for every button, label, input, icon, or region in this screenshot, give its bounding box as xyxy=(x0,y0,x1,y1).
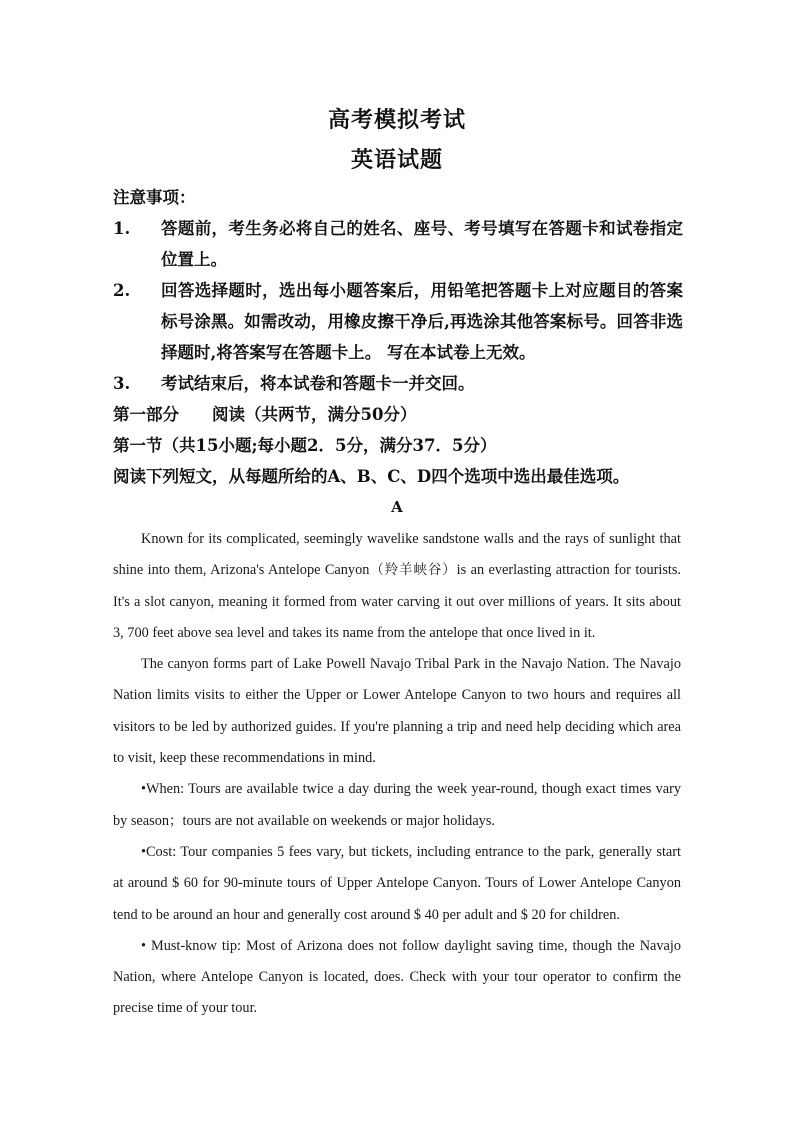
exam-title: 高考模拟考试 xyxy=(327,107,466,133)
note-item-3 xyxy=(113,368,683,399)
note-number: 3. xyxy=(113,374,131,393)
p1-text-end: is an everlasting attraction for tourists. It's a slot canyon, meaning it formed from water carving it out over millions of years. It sits about 3, 700 feet above sea level and takes its name from the antelope that once lived in it. xyxy=(113,562,681,641)
note-number: 2. xyxy=(113,281,131,300)
p1-chinese-gloss: （羚羊峡谷） xyxy=(369,562,457,579)
passage-paragraph-when xyxy=(113,774,681,837)
when-separator: ； xyxy=(169,812,183,829)
exam-subtitle: 英语试题 xyxy=(350,147,443,173)
passage-a xyxy=(113,524,681,1025)
note-text: 答题前，考生务必将自己的姓名、座号、考号填写在答题卡和试卷指定位置上。 xyxy=(161,219,683,269)
part-one-heading: 第一部分 阅读（共两节，满分50分） xyxy=(113,405,417,424)
reading-instruction: 阅读下列短文，从每题所给的A、B、C、D四个选项中选出最佳选项。 xyxy=(113,467,630,486)
when-text-start: •When: Tours are available twice a day during the week year-round, though exact times vary by season xyxy=(113,781,681,829)
section-one-heading: 第一节（共15小题;每小题2．5分，满分37．5分） xyxy=(113,436,497,455)
notes-section xyxy=(113,182,683,492)
passage-paragraph-2: The canyon forms part of Lake Powell Navajo Tribal Park in the Navajo Nation. The Navajo Nation limits visits to either the Upper or Lower Antelope Canyon to two hours and requires all visitors to be led by authorized guides. If you're planning a trip and need help deciding which area to visit, keep these recommendations in mind. xyxy=(113,656,681,767)
passage-paragraph-cost: •Cost: Tour companies 5 fees vary, but tickets, including entrance to the park, generally start at around $ 60 for 90-minute tours of Upper Antelope Canyon. Tours of Lower Antelope Canyon tend to be around an hour and generally cost around $ 40 per adult and $ 20 for children. xyxy=(113,843,681,923)
note-item-1 xyxy=(113,213,683,275)
p1-text-start: Known for its complicated, seemingly wavelike sandstone walls and the rays of sunlight that shine into them, Arizona's Antelope Canyon xyxy=(113,531,681,579)
passage-paragraph-tip: • Must-know tip: Most of Arizona does not follow daylight saving time, though the Navajo Nation, where Antelope Canyon is located, does. Check with your tour operator to confirm the precise time of your tour. xyxy=(113,937,681,1017)
when-text-end: tours are not available on weekends or major holidays. xyxy=(182,812,495,829)
note-text: 考试结束后，将本试卷和答题卡一并交回。 xyxy=(161,374,475,393)
note-number: 1. xyxy=(113,219,131,238)
passage-paragraph-1 xyxy=(113,524,681,649)
notes-heading: 注意事项： xyxy=(113,188,196,207)
passage-label: A xyxy=(391,498,403,516)
note-text: 回答选择题时，选出每小题答案后，用铅笔把答题卡上对应题目的答案标号涂黑。如需改动，用橡皮擦干净后,再选涂其他答案标号。回答非选择题时,将答案写在答题卡上。 写在本试卷上无效。 xyxy=(161,281,683,362)
note-item-2 xyxy=(113,275,683,368)
